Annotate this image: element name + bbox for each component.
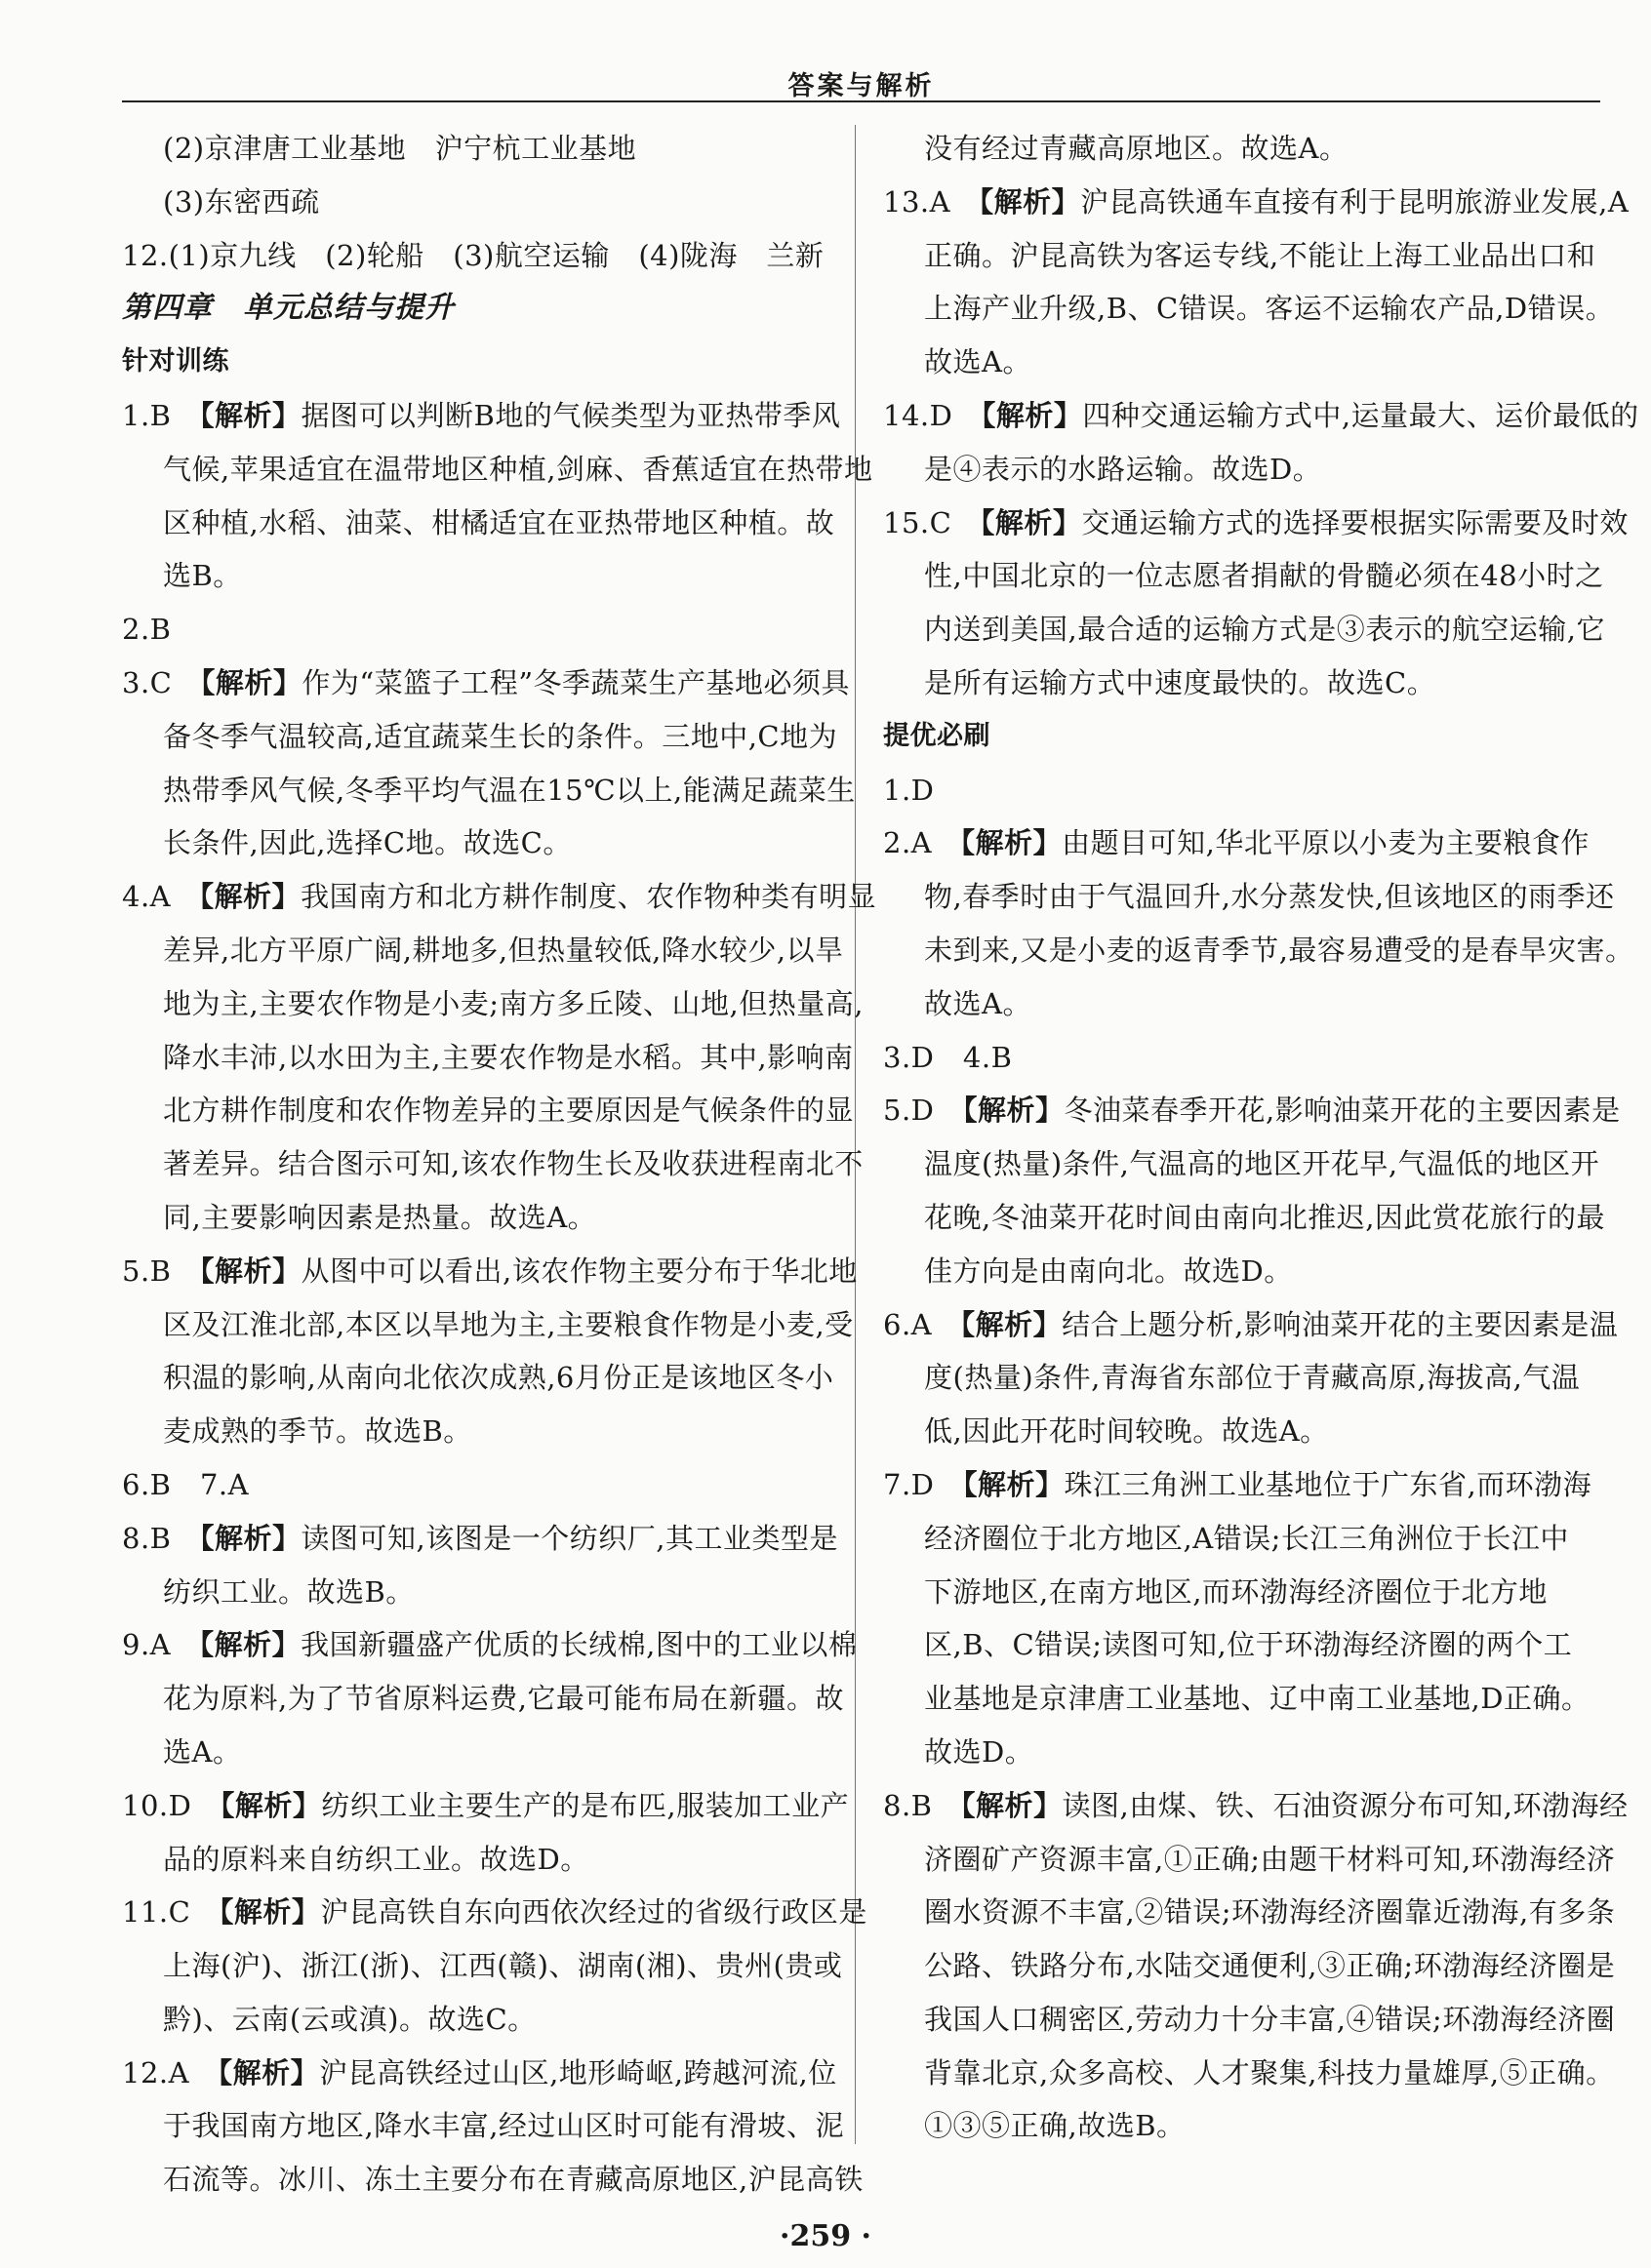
answer-num: 11.C xyxy=(122,1895,191,1930)
answer-text: 差异,北方平原广阔,耕地多,但热量较低,降水较少,以旱 xyxy=(163,933,844,967)
answer-item: 3.D 4.B xyxy=(883,1040,1013,1074)
answer-text: 我国人口稠密区,劳动力十分丰富,④错误;环渤海经济圈 xyxy=(924,2002,1616,2036)
answer-text: 石流等。冰川、冻土主要分布在青藏高原地区,沪昆高铁 xyxy=(163,2163,864,2197)
answer-text: 气候,苹果适宜在温带地区种植,剑麻、香蕉适宜在热带地 xyxy=(163,452,873,486)
answer-text: 是所有运输方式中速度最快的。故选C。 xyxy=(924,665,1436,699)
answer-item: 6.B 7.A xyxy=(122,1467,250,1501)
answer-num: 13.A xyxy=(883,184,951,219)
analysis-label: 【解析】 xyxy=(980,505,1082,539)
answer-text: 花晚,冬油菜开花时间由南向北推迟,因此赏花旅行的最 xyxy=(924,1200,1605,1234)
right-column xyxy=(883,122,1639,2153)
answer-num: 3.C xyxy=(122,665,173,699)
answer-text: 沪昆高铁自东向西依次经过的省级行政区是 xyxy=(320,1895,867,1930)
answer-text: 珠江三角洲工业基地位于广东省,而环渤海 xyxy=(1064,1467,1592,1501)
answer-text: 读图可知,该图是一个纺织厂,其工业类型是 xyxy=(301,1521,838,1555)
answer-text: 区种植,水稻、油菜、柑橘适宜在亚热带地区种植。故 xyxy=(163,505,835,539)
analysis-label: 【解析】 xyxy=(200,1521,302,1555)
answer-text: 冬油菜春季开花,影响油菜开花的主要因素是 xyxy=(1064,1094,1621,1128)
answer-item xyxy=(883,1779,1629,1833)
answer-num: 1.B xyxy=(122,398,172,432)
answer-text: 没有经过青藏高原地区。故选A。 xyxy=(924,132,1349,165)
answer-text: 公路、铁路分布,水陆交通便利,③正确;环渤海经济圈是 xyxy=(924,1949,1616,1983)
answer-item xyxy=(883,816,1595,870)
answer-text: 是④表示的水路运输。故选D。 xyxy=(924,452,1322,486)
answer-text: 备冬季气温较高,适宜蔬菜生长的条件。三地中,C地为 xyxy=(163,719,838,753)
analysis-label: 【解析】 xyxy=(219,1895,321,1930)
answer-text: 未到来,又是小麦的返青季节,最容易遭受的是春旱灾害。 xyxy=(924,933,1634,967)
answer-num: 12.A xyxy=(122,2055,190,2089)
answer-item xyxy=(883,497,1629,550)
analysis-label: 【解析】 xyxy=(199,880,302,914)
answer-text: 故选D。 xyxy=(924,1734,1034,1769)
answer-num: 9.A xyxy=(122,1628,172,1662)
answer-text: 我国新疆盛产优质的长绒棉,图中的工业以棉 xyxy=(301,1628,858,1662)
answer-text: 花为原料,为了节省原料运费,它最可能布局在新疆。故 xyxy=(163,1682,844,1716)
answer-line: (2)京津唐工业基地 沪宁杭工业基地 xyxy=(163,132,637,165)
answer-item xyxy=(883,1298,1619,1352)
answer-text: 上海产业升级,B、C错误。客运不运输农产品,D错误。 xyxy=(924,292,1615,326)
answer-num: 7.D xyxy=(883,1467,935,1501)
analysis-label: 【解析】 xyxy=(220,1788,322,1822)
answer-item xyxy=(883,389,1639,443)
answer-text: 沪昆高铁通车直接有利于昆明旅游业发展,A xyxy=(1080,184,1630,219)
analysis-label: 【解析】 xyxy=(960,826,1063,860)
answer-text: 北方耕作制度和农作物差异的主要原因是气候条件的显 xyxy=(163,1094,855,1128)
answer-text: 温度(热量)条件,气温高的地区开花早,气温低的地区开 xyxy=(924,1147,1600,1181)
answer-text: 由题目可知,华北平原以小麦为主要粮食作 xyxy=(1062,826,1590,860)
answer-item xyxy=(122,1779,850,1833)
answer-text: 麦成熟的季节。故选B。 xyxy=(163,1414,472,1449)
section-title: 针对训练 xyxy=(122,346,229,378)
answer-text: 选A。 xyxy=(163,1734,242,1769)
answer-text: 降水丰沛,以水田为主,主要农作物是水稻。其中,影响南 xyxy=(163,1040,854,1074)
answer-text: 读图,由煤、铁、石油资源分布可知,环渤海经 xyxy=(1062,1788,1629,1822)
page-number: ·259 · xyxy=(780,2219,871,2253)
analysis-label: 【解析】 xyxy=(199,1628,302,1662)
answer-item: 1.D xyxy=(883,773,935,807)
answer-text: 故选A。 xyxy=(924,986,1031,1020)
answer-text: 四种交通运输方式中,运量最大、运价最低的 xyxy=(1082,398,1639,432)
analysis-label: 【解析】 xyxy=(218,2055,320,2089)
answer-num: 15.C xyxy=(883,505,952,539)
answer-text: 热带季风气候,冬季平均气温在15℃以上,能满足蔬菜生 xyxy=(163,773,856,807)
answer-item xyxy=(883,176,1630,229)
answer-num: 8.B xyxy=(122,1521,172,1555)
answer-text: 度(热量)条件,青海省东部位于青藏高原,海拔高,气温 xyxy=(924,1361,1581,1395)
answer-text: 区及江淮北部,本区以旱地为主,主要粮食作物是小麦,受 xyxy=(163,1307,854,1341)
answer-text: 内送到美国,最合适的运输方式是③表示的航空运输,它 xyxy=(924,613,1605,647)
answer-text: 地为主,主要农作物是小麦;南方多丘陵、山地,但热量高, xyxy=(163,986,864,1020)
answer-text: 我国南方和北方耕作制度、农作物种类有明显 xyxy=(301,880,877,914)
answer-text: 选B。 xyxy=(163,559,242,593)
answer-num: 4.A xyxy=(122,880,172,914)
chapter-title: 第四章 单元总结与提升 xyxy=(122,291,455,326)
answer-item xyxy=(122,1245,858,1298)
answer-item xyxy=(122,1512,838,1566)
answer-item xyxy=(883,1458,1595,1512)
answer-text: ①③⑤正确,故选B。 xyxy=(924,2109,1186,2143)
answer-text: 长条件,因此,选择C地。故选C。 xyxy=(163,826,572,860)
answer-item xyxy=(122,657,851,710)
answer-line: (3)东密西疏 xyxy=(163,184,320,219)
answer-num: 6.A xyxy=(883,1307,933,1341)
answer-text: 正确。沪昆高铁为客运专线,不能让上海工业品出口和 xyxy=(924,238,1596,272)
answer-text: 经济圈位于北方地区,A错误;长江三角洲位于长江中 xyxy=(924,1521,1569,1555)
answer-item xyxy=(122,389,841,443)
answer-text: 业基地是京津唐工业基地、辽中南工业基地,D正确。 xyxy=(924,1682,1591,1716)
answer-text: 低,因此开花时间较晚。故选A。 xyxy=(924,1414,1329,1449)
answer-item: 2.B xyxy=(122,613,172,647)
left-column xyxy=(122,122,877,2207)
answer-item xyxy=(122,1618,858,1672)
analysis-label: 【解析】 xyxy=(961,1788,1063,1822)
answer-text: 济圈矿产资源丰富,①正确;由题干材料可知,环渤海经济 xyxy=(924,1842,1616,1876)
page-header-title: 答案与解析 xyxy=(787,71,935,101)
analysis-label: 【解析】 xyxy=(960,1307,1063,1341)
answer-text: 物,春季时由于气温回升,水分蒸发快,但该地区的雨季还 xyxy=(924,880,1615,914)
answer-text: 黔)、云南(云或滇)。故选C。 xyxy=(163,2002,537,2036)
answer-text: 著差异。结合图示可知,该农作物生长及收获进程南北不 xyxy=(163,1147,864,1181)
answer-item xyxy=(122,1886,867,1939)
column-divider xyxy=(855,125,856,2144)
answer-line: 12.(1)京九线 (2)轮船 (3)航空运输 (4)陇海 兰新 xyxy=(122,238,825,272)
answer-text: 结合上题分析,影响油菜开花的主要因素是温 xyxy=(1062,1307,1619,1341)
analysis-label: 【解析】 xyxy=(200,398,302,432)
answer-text: 于我国南方地区,降水丰富,经过山区时可能有滑坡、泥 xyxy=(163,2109,844,2143)
answer-text: 同,主要影响因素是热量。故选A。 xyxy=(163,1200,597,1234)
answer-text: 据图可以判断B地的气候类型为亚热带季风 xyxy=(301,398,841,432)
answer-text: 从图中可以看出,该农作物主要分布于华北地 xyxy=(301,1253,858,1288)
answer-item xyxy=(122,2047,837,2100)
section-title: 提优必刷 xyxy=(883,720,990,751)
answer-text: 圈水资源不丰富,②错误;环渤海经济圈靠近渤海,有多条 xyxy=(924,1895,1616,1930)
header-rule xyxy=(122,100,1600,102)
answer-num: 5.D xyxy=(883,1094,935,1128)
analysis-label: 【解析】 xyxy=(962,1467,1065,1501)
answer-num: 8.B xyxy=(883,1788,933,1822)
answer-text: 品的原料来自纺织工业。故选D。 xyxy=(163,1842,589,1876)
answer-item xyxy=(122,870,877,924)
answer-text: 沪昆高铁经过山区,地形崎岖,跨越河流,位 xyxy=(319,2055,837,2089)
analysis-label: 【解析】 xyxy=(979,184,1081,219)
answer-text: 纺织工业主要生产的是布匹,服装加工业产 xyxy=(321,1788,850,1822)
answer-num: 5.B xyxy=(122,1253,172,1288)
answer-num: 10.D xyxy=(122,1788,192,1822)
answer-text: 区,B、C错误;读图可知,位于环渤海经济圈的两个工 xyxy=(924,1628,1573,1662)
answer-text: 背靠北京,众多高校、人才聚集,科技力量雄厚,⑤正确。 xyxy=(924,2055,1615,2089)
answer-item xyxy=(883,1084,1621,1137)
answer-num: 14.D xyxy=(883,398,953,432)
answer-num: 2.A xyxy=(883,826,933,860)
analysis-label: 【解析】 xyxy=(981,398,1083,432)
answer-text: 故选A。 xyxy=(924,345,1031,379)
analysis-label: 【解析】 xyxy=(962,1094,1065,1128)
answer-text: 上海(沪)、浙江(浙)、江西(赣)、湖南(湘)、贵州(贵或 xyxy=(163,1949,843,1983)
answer-text: 佳方向是由南向北。故选D。 xyxy=(924,1253,1293,1288)
answer-text: 下游地区,在南方地区,而环渤海经济圈位于北方地 xyxy=(924,1574,1548,1609)
answer-text: 积温的影响,从南向北依次成熟,6月份正是该地区冬小 xyxy=(163,1361,834,1395)
answer-text: 纺织工业。故选B。 xyxy=(163,1574,415,1609)
analysis-label: 【解析】 xyxy=(200,1253,302,1288)
analysis-label: 【解析】 xyxy=(200,665,302,699)
answer-text: 性,中国北京的一位志愿者捐献的骨髓必须在48小时之 xyxy=(924,559,1604,593)
answer-text: 交通运输方式的选择要根据实际需要及时效 xyxy=(1081,505,1629,539)
answer-text: 作为“菜篮子工程”冬季蔬菜生产基地必须具 xyxy=(302,665,851,699)
